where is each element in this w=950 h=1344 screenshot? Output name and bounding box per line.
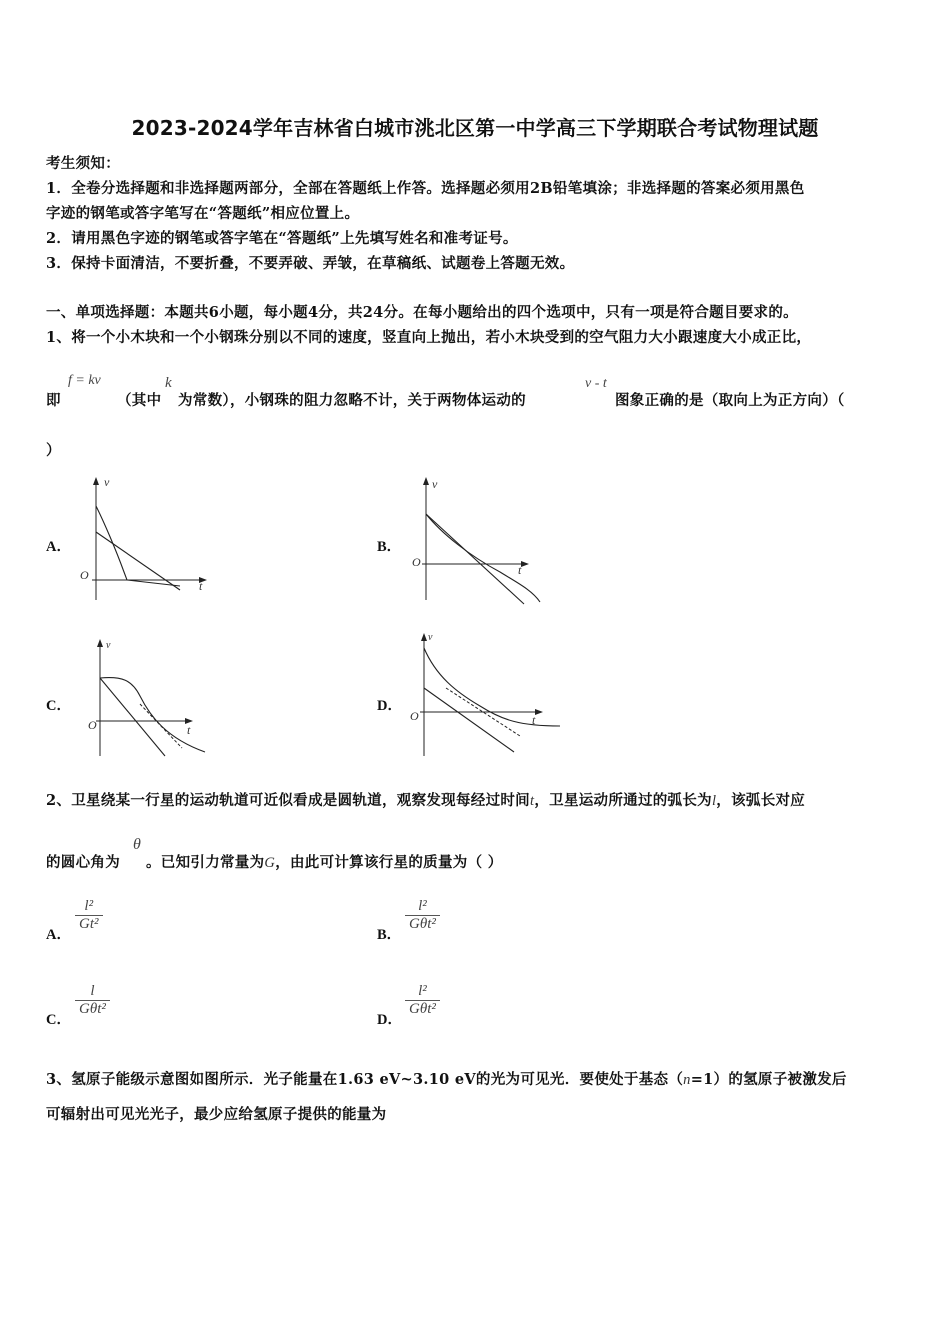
page-title: 2023-2024学年吉林省白城市洮北区第一中学高三下学期联合考试物理试题 (131, 116, 819, 140)
q2-line-1-b: ，卫星运动所通过的弧长为 (534, 792, 712, 809)
q3-line-2: 可辐射出可见光光子，最少应给氢原子提供的能量为 (46, 1106, 387, 1123)
q1-prefix: 即 (46, 392, 61, 409)
q1-option-c-label: C． (46, 698, 71, 714)
q1-k: k (165, 375, 172, 391)
q2-line-2-a: 的圆心角为 (46, 854, 120, 871)
q2-var-l: l (711, 793, 717, 809)
q1-mid-3: 图象正确的是（取向上为正方向）（ (615, 392, 845, 409)
q3-line-1-a: 3、氢原子能级示意图如图所示．光子能量在1.63 eV~3.10 eV的光为可见光．要使处于基态（ (46, 1071, 684, 1088)
q2-option-c-denominator: Gθt² (75, 1000, 110, 1018)
q1-graph-a-axis-v: v (104, 475, 110, 489)
q1-graph-b (400, 472, 550, 607)
q3-line-1 (46, 1068, 847, 1089)
q2-option-a-numerator: l² (84, 898, 94, 914)
q1-graph-b-axis-v: v (432, 477, 438, 491)
q2-option-d-label: D． (377, 1012, 402, 1028)
q2-option-c-fraction (75, 983, 110, 1018)
q2-option-d-numerator: l² (418, 983, 427, 999)
q1-graph-b-origin: O (412, 555, 421, 569)
q1-line-1: 1、将一个小木块和一个小钢珠分别以不同的速度，竖直向上抛出，若小木块受到的空气阻力大小跟速度大小成正比， (46, 329, 812, 346)
q2-line-2-rest (146, 851, 503, 872)
q2-line-1 (46, 789, 805, 810)
q2-option-c-label: C． (46, 1012, 71, 1028)
q2-var-theta: θ (133, 836, 141, 853)
q1-graph-c-axis-t: t (187, 723, 191, 737)
q1-graph-b-axis-t: t (518, 563, 522, 577)
notice-line-1: 1．全卷分选择题和非选择题两部分，全部在答题纸上作答。选择题必须用2B铅笔填涂；非选择题的答案必须用黑色 (46, 180, 805, 197)
q3-var-n: n (683, 1072, 691, 1088)
q1-graph-c-axis-v: v (106, 640, 111, 651)
q1-vt: v - t (585, 376, 607, 391)
q1-graph-d-axis-v: v (428, 632, 433, 643)
q1-graph-a-axis-t: t (199, 579, 203, 593)
q2-option-a-fraction (75, 898, 103, 933)
notice-line-4: 3．保持卡面清洁，不要折叠，不要弄破、弄皱，在草稿纸、试题卷上答题无效。 (46, 255, 575, 272)
notice-heading: 考生须知： (46, 155, 120, 172)
q1-graph-c (80, 636, 210, 761)
q1-option-d-label: D． (377, 698, 402, 714)
notice-line-2: 字迹的钢笔或答字笔写在“答题纸”相应位置上。 (46, 205, 360, 222)
q2-option-b-denominator: Gθt² (405, 915, 440, 933)
q2-option-a-denominator: Gt² (75, 915, 103, 933)
q1-graph-a (72, 472, 222, 607)
q2-line-1-c: ，该弧长对应 (716, 792, 806, 809)
q3-line-1-b: =1）的氢原子被激发后 (690, 1071, 847, 1088)
notice-line-3: 2．请用黑色字迹的钢笔或答字笔在“答题纸”上先填写姓名和准考证号。 (46, 230, 518, 247)
q2-line-2-c: ，由此可计算该行星的质量为（ ） (275, 854, 503, 871)
q1-graph-d-axis-t: t (532, 713, 536, 727)
q2-option-b-numerator: l² (418, 898, 427, 914)
q1-graph-a-origin: O (80, 568, 89, 582)
q2-option-d-fraction (405, 983, 440, 1018)
q1-option-b-label: B． (377, 539, 402, 555)
q2-option-a-label: A． (46, 927, 71, 943)
q1-formula: f = kv (68, 373, 101, 388)
q2-option-b-fraction (405, 898, 440, 933)
q1-option-a-label: A． (46, 539, 71, 555)
q2-option-b-label: B． (377, 927, 402, 943)
q1-close: ） (46, 442, 61, 459)
q1-mid-1: （其中 (117, 392, 162, 409)
q2-option-c-numerator: l (90, 983, 95, 999)
q1-graph-d (402, 630, 564, 760)
q1-graph-c-origin: O (88, 718, 97, 732)
q2-var-t: t (530, 793, 535, 809)
q2-line-1-a: 2、卫星绕某一行星的运动轨道可近似看成是圆轨道，观察发现每经过时间 (46, 792, 530, 809)
q1-graph-d-origin: O (410, 709, 419, 723)
section-heading: 一、单项选择题：本题共6小题，每小题4分，共24分。在每小题给出的四个选项中，只有一项是符合题目要求的。 (46, 304, 798, 321)
q2-line-2-b: 。已知引力常量为 (146, 854, 265, 871)
q2-option-d-denominator: Gθt² (405, 1000, 440, 1018)
q1-mid-2: 为常数），小钢珠的阻力忽略不计，关于两物体运动的 (178, 392, 526, 409)
q2-var-g: G (264, 855, 276, 871)
